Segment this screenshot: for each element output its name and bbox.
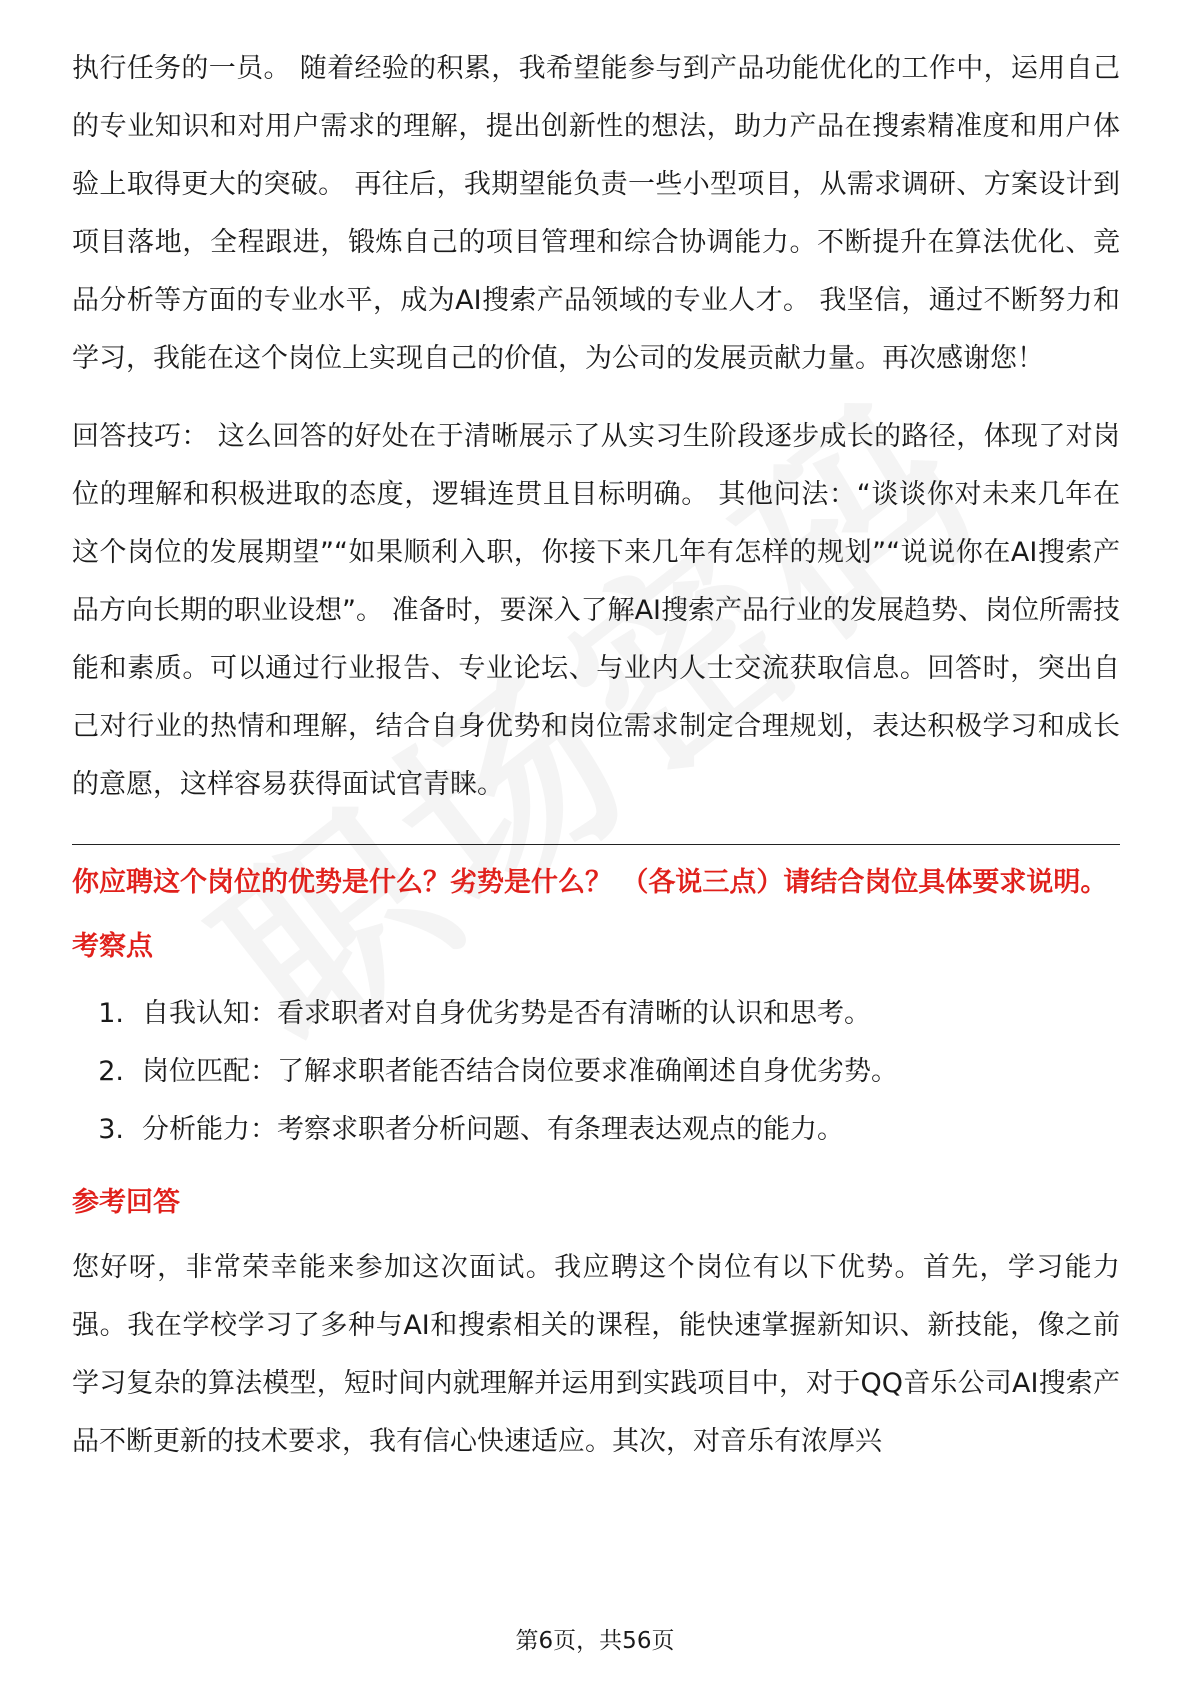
focus-title: 考察点 bbox=[72, 931, 153, 962]
list-item-text: 岗位匹配：了解求职者能否结合岗位要求准确阐述自身优劣势。 bbox=[142, 1056, 898, 1087]
list-item-text: 自我认知：看求职者对自身优劣势是否有清晰的认识和思考。 bbox=[142, 998, 871, 1029]
answer-paragraph: 您好呀，非常荣幸能来参加这次面试。我应聘这个岗位有以下优势。首先，学习能力强。我在学校学习了多种与AI和搜索相关的课程，能快速掌握新知识、新技能，像之前学习复杂的算法模型，短时间内就理解并运用到实践项目中，对于QQ音乐公司AI搜索产品不断更新的技术要求，我有信心快速适应。其次，对音乐有浓厚兴 bbox=[72, 1252, 1120, 1457]
answer-title: 参考回答 bbox=[72, 1187, 180, 1218]
tips-paragraph: 回答技巧： 这么回答的好处在于清晰展示了从实习生阶段逐步成长的路径，体现了对岗位的理解和积极进取的态度，逻辑连贯且目标明确。 其他问法：“谈谈你对未来几年在这个岗位的发展期望”“如果顺利入职，你接下来几年有怎样的规划”“说说你在AI搜索产品方向长期的职业设想”。 准备时，要深入了解AI搜索产品行业的发展趋势、岗位所需技能和素质。可以通过行业报告、专业论坛、与业内人士交流获取信息。回答时，突出自己对行业的热情和理解，结合自身优势和岗位需求制定合理规划，表达积极学习和成长的意愿，这样容易获得面试官青睐。 bbox=[72, 421, 1121, 800]
intro-paragraph-1: 执行任务的一员。 随着经验的积累，我希望能参与到产品功能优化的工作中，运用自己的专业知识和对用户需求的理解，提出创新性的想法，助力产品在搜索精准度和用户体验上取得更大的突破。 再往后，我期望能负责一些小型项目，从需求调研、方案设计到项目落地，全程跟进，锻炼自己的项目管理和综合协调能力。不断提升在算法优化、竞品分析等方面的专业水平，成为AI搜索产品领域的专业人才。 我坚信，通过不断努力和学习，我能在这个岗位上实现自己的价值，为公司的发展贡献力量。再次感谢您！ bbox=[72, 53, 1120, 374]
page-content bbox=[72, 40, 1120, 1471]
list-item-text: 分析能力：考察求职者分析问题、有条理表达观点的能力。 bbox=[142, 1114, 844, 1145]
list-item-number: 1. bbox=[98, 998, 124, 1029]
list-item bbox=[72, 1043, 1120, 1101]
list-item bbox=[72, 985, 1120, 1043]
list-item-number: 2. bbox=[98, 1056, 124, 1087]
list-item bbox=[72, 1101, 1120, 1159]
section-divider bbox=[72, 844, 1120, 845]
question-heading: 你应聘这个岗位的优势是什么？劣势是什么？ （各说三点）请结合岗位具体要求说明。 bbox=[72, 867, 1108, 898]
page-footer: 第6页，共56页 bbox=[515, 1628, 675, 1654]
list-item-number: 3. bbox=[98, 1114, 124, 1145]
focus-list bbox=[72, 985, 1120, 1159]
